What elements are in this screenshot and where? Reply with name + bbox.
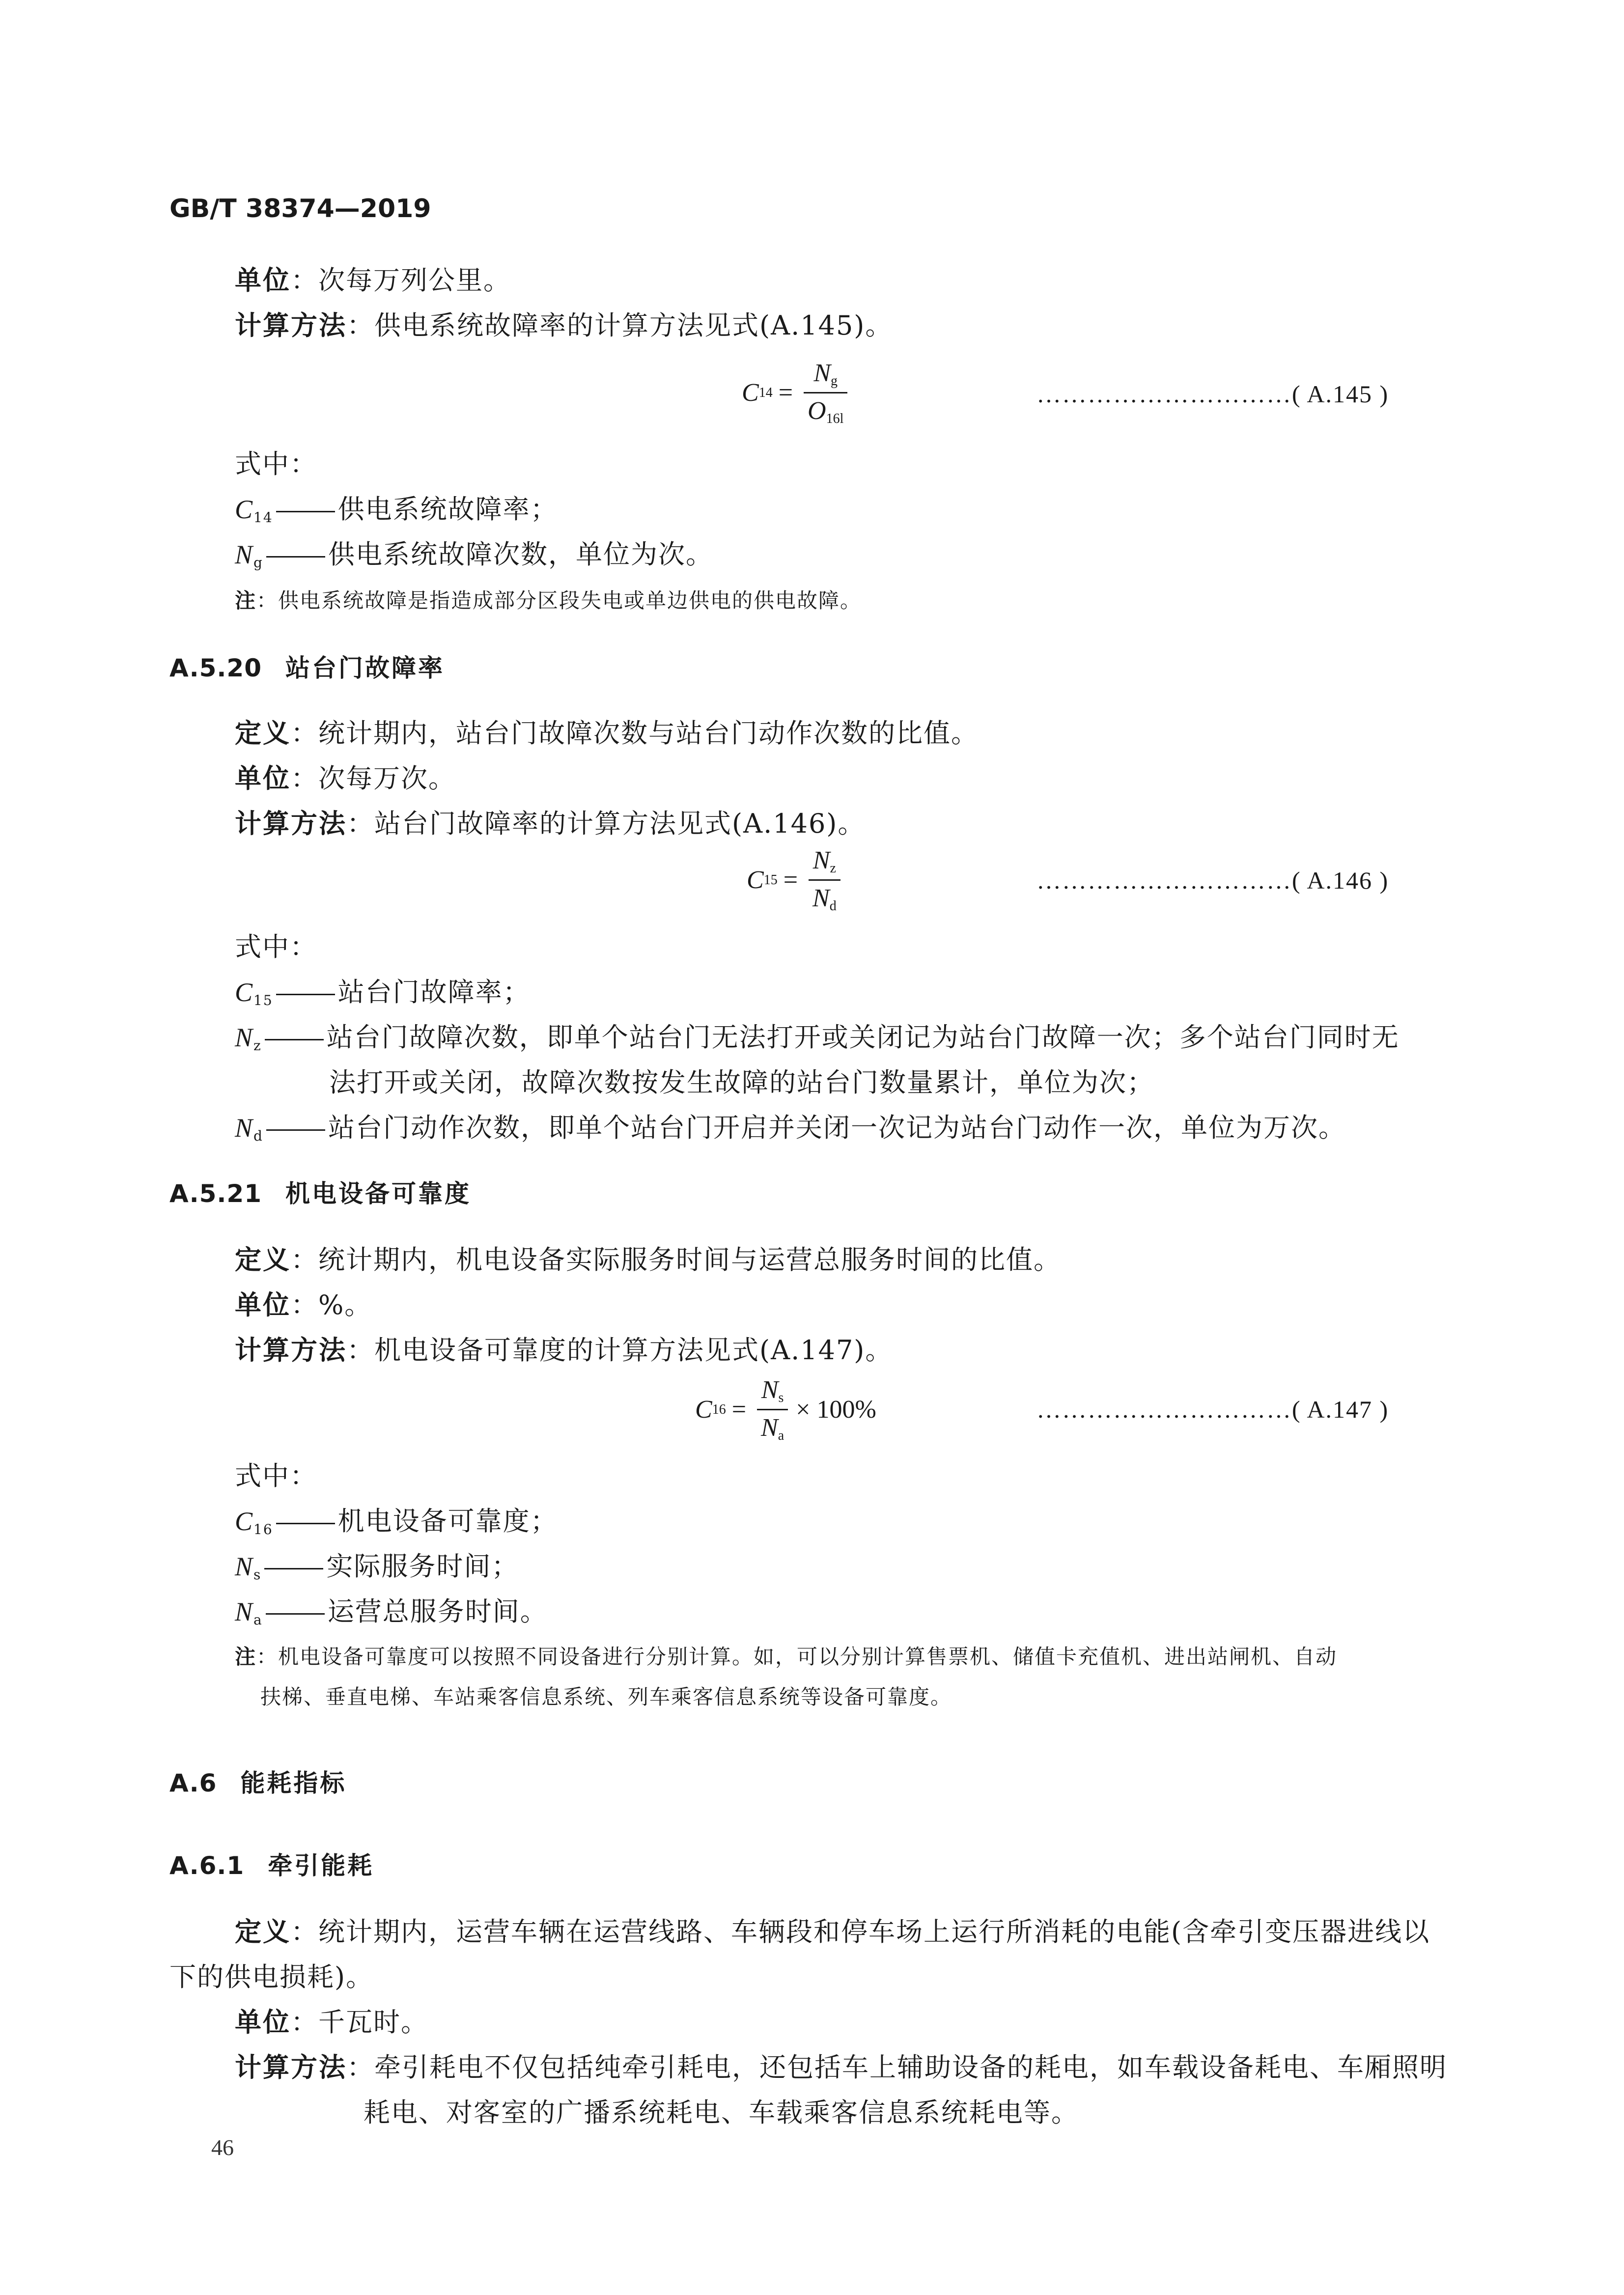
heading-number: A.6 [169,1769,217,1797]
formula-lhs-sub: 14 [758,385,773,400]
note-text: ：机电设备可靠度可以按照不同设备进行分别计算。如，可以分别计算售票机、储值卡充值机、进出站闸机、自动 [256,1645,1338,1669]
var-text: 站台门故障率； [337,977,531,1008]
unit-label: 单位 [235,265,291,296]
var-text: 运营总服务时间。 [327,1596,548,1627]
equals-sign: = [783,866,798,894]
page-number: 46 [211,2135,234,2160]
var-sub: d [253,1128,263,1144]
unit-text: ：千瓦时。 [291,2007,428,2038]
method-label: 计算方法 [235,310,347,341]
definition-label: 定义 [235,1244,291,1275]
var-c15 [235,971,531,1009]
var-c16 [235,1500,558,1538]
method-text: ：供电系统故障率的计算方法见式(A.145)。 [347,310,893,341]
unit-line [235,757,456,795]
var-symbol: N [235,1597,254,1626]
unit-text: ：%。 [291,1289,372,1320]
em-dash [276,994,335,995]
equals-sign: = [731,1396,747,1424]
definition-line [235,1239,1061,1277]
method-label: 计算方法 [235,2052,347,2083]
denominator-sub: a [778,1428,784,1443]
where-label: 式中： [235,1460,317,1491]
em-dash [266,556,325,558]
unit-label: 单位 [235,1289,291,1320]
var-nd [235,1107,1346,1145]
formula-lhs: C [747,866,764,894]
var-symbol: N [235,1552,254,1581]
heading-title: 能耗指标 [240,1769,347,1797]
var-sub: g [253,555,263,571]
note-a521 [235,1641,1337,1670]
var-ng [235,533,713,571]
unit-line [235,1284,372,1322]
em-dash [276,511,335,512]
heading-title: 机电设备可靠度 [285,1179,471,1208]
denominator-sub: 16l [826,411,844,426]
definition-continuation: 下的供电损耗)。 [169,1961,374,1992]
note-label: 注 [235,1645,257,1669]
note-a521-continuation: 扶梯、垂直电梯、车站乘客信息系统、列车乘客信息系统等设备可靠度。 [260,1685,952,1709]
heading-a521 [169,1174,471,1209]
heading-number: A.5.21 [169,1179,262,1208]
method-line [235,1329,893,1367]
formula-a147 [695,1375,876,1444]
method-line [235,305,893,342]
em-dash [264,1568,323,1569]
numerator: N [761,1376,779,1404]
var-sub: z [253,1037,262,1054]
var-text: 实际服务时间； [326,1551,519,1582]
numerator-sub: z [830,861,836,876]
note-text: ：供电系统故障是指造成部分区段失电或单边供电的供电故障。 [256,588,862,613]
numerator: N [813,359,831,387]
var-na [235,1591,548,1628]
var-text: 机电设备可靠度； [337,1506,558,1537]
method-text: ：机电设备可靠度的计算方法见式(A.147)。 [347,1335,893,1366]
var-text: 供电系统故障次数，单位为次。 [328,539,713,570]
where-label: 式中： [235,448,317,479]
equals-sign: = [778,379,793,407]
var-symbol: N [235,540,254,569]
method-text: ：站台门故障率的计算方法见式(A.146)。 [347,808,866,839]
formula-a146 [747,846,845,914]
numerator: N [812,846,830,874]
em-dash [266,1613,325,1615]
var-text: 站台门故障次数，即单个站台门无法打开或关闭记为站台门故障一次；多个站台门同时无 [326,1022,1400,1053]
where-label: 式中： [235,931,317,962]
em-dash [266,1129,325,1131]
heading-title: 牵引能耗 [268,1851,374,1880]
var-text: 站台门动作次数，即单个站台门开启并关闭一次记为站台门动作一次，单位为万次。 [328,1112,1346,1143]
formula-multiplier: × 100% [796,1396,876,1424]
standard-number: GB/T 38374—2019 [169,194,431,224]
unit-label: 单位 [235,2007,291,2038]
heading-number: A.6.1 [169,1851,245,1880]
var-sub: s [253,1567,262,1583]
formula-lhs-sub: 15 [763,872,778,888]
unit-text: ：次每万列公里。 [291,265,511,296]
var-ns [235,1545,519,1583]
formula-a145 [742,359,852,427]
heading-a61 [169,1846,374,1881]
definition-label: 定义 [235,718,291,749]
var-symbol: N [235,1113,254,1143]
method-label: 计算方法 [235,808,347,839]
var-sub: 14 [253,509,273,526]
denominator: N [812,884,830,912]
formula-lhs: C [742,379,759,407]
definition-label: 定义 [235,1916,291,1947]
fraction [757,1375,788,1444]
formula-lhs: C [695,1396,712,1424]
var-symbol: C [235,495,254,524]
em-dash [276,1523,335,1524]
method-text: ：牵引耗电不仅包括纯牵引耗电，还包括车上辅助设备的耗电，如车载设备耗电、车厢照明 [347,2052,1447,2083]
numerator-sub: s [778,1390,784,1405]
em-dash [265,1039,324,1040]
method-line [235,2046,1447,2084]
unit-line [235,2001,428,2039]
definition-line [235,1911,1430,1949]
var-text: 供电系统故障率； [337,494,558,525]
fraction [809,846,840,914]
heading-a520 [169,648,445,684]
var-symbol: N [235,1023,254,1052]
denominator-sub: d [829,898,837,914]
heading-title: 站台门故障率 [285,654,445,682]
denominator: N [761,1414,778,1442]
heading-a6 [169,1763,346,1799]
unit-line [235,259,511,297]
var-sub: 16 [253,1521,273,1538]
unit-label: 单位 [235,763,291,794]
var-sub: 15 [253,992,273,1008]
method-line [235,803,865,840]
var-nz [235,1016,1400,1054]
numerator-sub: g [831,373,838,389]
unit-text: ：次每万次。 [291,763,456,794]
formula-lhs-sub: 16 [712,1401,726,1417]
definition-text: ：统计期内，机电设备实际服务时间与运营总服务时间的比值。 [291,1244,1061,1275]
note-label: 注 [235,588,257,613]
definition-text: ：统计期内，运营车辆在运营线路、车辆段和停车场上运行所消耗的电能(含牵引变压器进线以 [291,1916,1430,1947]
var-c14 [235,488,558,526]
var-sub: a [253,1612,263,1628]
equation-number-a146: …………………………( A.146 ) [1036,867,1389,894]
fraction [804,359,847,427]
heading-number: A.5.20 [169,654,262,682]
var-nz-continuation: 法打开或关闭，故障次数按发生故障的站台门数量累计，单位为次； [329,1067,1154,1098]
method-continuation: 耗电、对客室的广播系统耗电、车载乘客信息系统耗电等。 [364,2097,1079,2128]
definition-line [235,712,979,750]
equation-number-a147: …………………………( A.147 ) [1036,1396,1389,1423]
method-label: 计算方法 [235,1335,347,1366]
var-symbol: C [235,1507,254,1536]
denominator: O [808,397,826,425]
note-top [235,585,862,614]
var-symbol: C [235,978,254,1007]
definition-text: ：统计期内，站台门故障次数与站台门动作次数的比值。 [291,718,979,749]
equation-number-a145: …………………………( A.145 ) [1036,380,1389,408]
